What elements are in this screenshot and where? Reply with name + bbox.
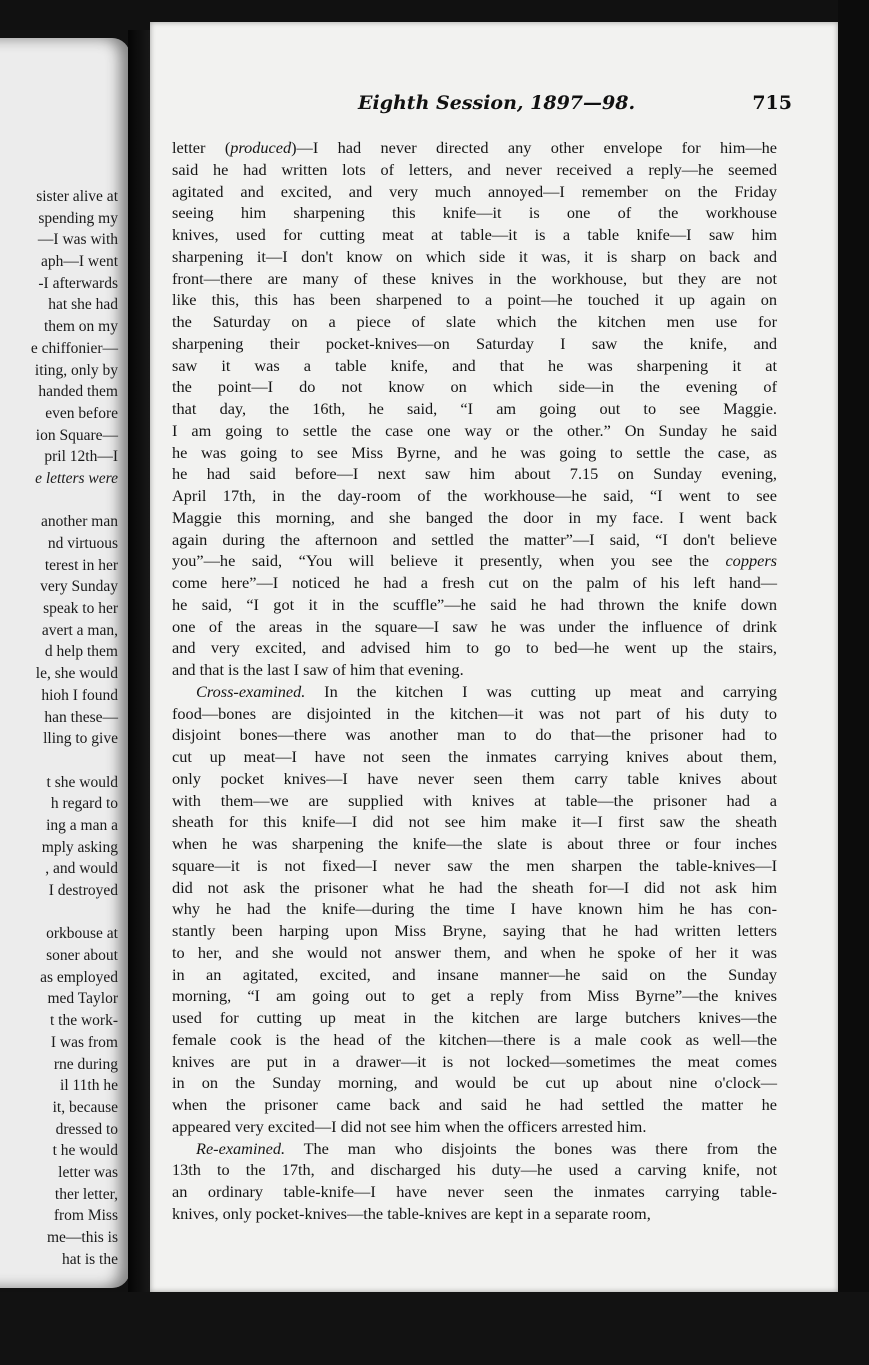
facing-page-line: ing a man a — [46, 816, 118, 834]
text-line: again during the afternoon and settled the matter”—I said, “I don't believe — [172, 529, 777, 549]
text-line: and that is the last I saw of him that evening. — [172, 660, 464, 679]
facing-page-line: hat she had — [48, 296, 118, 314]
facing-page-line: -I afterwards — [38, 274, 118, 292]
text-line: 13th to the 17th, and discharged his duty—he used a carving knife, not — [172, 1160, 777, 1180]
text-line: in an agitated, excited, and insane manner—he said on the Sunday — [172, 964, 777, 984]
text-line: he said, “I got it in the scuffle”—he said he had thrown the knife down — [172, 594, 777, 614]
text-line: to her, and she would not answer them, and when he spoke of her it was — [172, 942, 777, 962]
text-line: cut up meat—I have not seen the inmates carrying knives about them, — [172, 747, 777, 766]
text-line: front—there are many of these knives in the workhouse, but they are not — [172, 268, 777, 288]
text-line: used for cutting up meat in the kitchen are large butchers knives—the — [172, 1008, 777, 1027]
facing-page-line: sister alive at — [36, 188, 118, 205]
text-line: knives, used for cutting meat at table—it is a table knife—I saw him — [172, 225, 777, 244]
facing-page-left — [0, 38, 130, 1288]
text-line: I am going to settle the case one way or the other.” On Sunday he said — [172, 420, 777, 440]
facing-page-line — [0, 490, 118, 512]
text-line: he had said before—I next saw him about 7.15 on Sunday evening, — [172, 464, 777, 484]
text-line: Re-examined. The man who disjoints the bones was there from the — [196, 1138, 777, 1158]
text-line: that day, the 16th, he said, “I am going out to see Maggie. — [172, 399, 777, 418]
text-line: agitated and excited, and very much annoyed—I remember on the Friday — [172, 181, 777, 201]
facing-page-line: handed them — [38, 383, 118, 401]
facing-page-line: as employed — [40, 968, 118, 986]
facing-page-line: ion Square— — [35, 426, 118, 444]
facing-page-line: d help them — [44, 643, 118, 661]
facing-page-line: e chiffonier— — [30, 339, 118, 357]
page-number: 715 — [752, 92, 792, 114]
text-line: seeing him sharpening this knife—it is one of the workhouse — [172, 203, 777, 223]
facing-page-line: letter was — [58, 1163, 118, 1181]
facing-page-line: le, she would — [35, 665, 118, 683]
text-line: come here”—I noticed he had a fresh cut on the palm of his left hand— — [172, 573, 777, 592]
scan-edge-right — [838, 0, 869, 1365]
text-line: and very excited, and advised him to go to bed—he went up the stairs, — [172, 638, 777, 658]
testimony-text — [172, 137, 777, 1225]
text-line: Maggie this morning, and she banged the door in my face. I went back — [172, 507, 777, 527]
facing-page-line: me—this is — [46, 1229, 118, 1246]
text-line: stantly been harping upon Miss Bryne, saying that he had written letters — [172, 921, 777, 940]
text-line: one of the areas in the square—I saw he was under the influence of drink — [172, 616, 777, 636]
facing-page-line: I was from — [50, 1033, 118, 1051]
text-line: saw it was a table knife, and that he was sharpening it at — [172, 355, 777, 375]
facing-page-line — [0, 902, 118, 924]
facing-page-line: hat is the — [62, 1250, 118, 1268]
text-line: like this, this has been sharpened to a point—he touched it up again on — [172, 290, 777, 310]
facing-page-line: h regard to — [50, 795, 118, 813]
facing-page-line: very Sunday — [40, 578, 118, 596]
facing-page-line: I destroyed — [48, 882, 118, 899]
text-line: said he had written lots of letters, and never received a reply—he seemed — [172, 159, 777, 179]
facing-page-line: hioh I found — [41, 686, 118, 704]
text-line: he was going to see Miss Byrne, and he was going to settle the case, as — [172, 442, 777, 462]
text-line: food—bones are disjointed in the kitchen—it was not part of his duty to — [172, 703, 777, 723]
facing-page-line: ther letter, — [54, 1185, 118, 1203]
facing-page-line: mply asking — [41, 838, 118, 856]
facing-page-line: even before — [45, 404, 118, 422]
text-line: appeared very excited—I did not see him when the officers arrested him. — [172, 1116, 647, 1136]
facing-page-line — [0, 750, 118, 772]
text-line: when he was sharpening the knife—the slate is about three or four inches — [172, 834, 777, 853]
facing-page-line: dressed to — [55, 1120, 118, 1138]
text-line: letter (produced)—I had never directed any other envelope for him—he — [172, 138, 778, 157]
text-line: April 17th, in the day-room of the workhouse—he said, “I went to see — [172, 486, 777, 505]
running-header — [150, 92, 838, 116]
text-line: an ordinary table-knife—I have never seen the inmates carrying table- — [172, 1182, 777, 1201]
facing-page-line: terest in her — [44, 556, 118, 574]
facing-page-line: med Taylor — [47, 990, 118, 1008]
text-line: only pocket knives—I have never seen them carry table knives about — [172, 768, 777, 788]
facing-page-line: lling to give — [43, 730, 118, 748]
facing-page-line: rne during — [53, 1055, 118, 1073]
text-line: Cross-examined. In the kitchen I was cutting up meat and carrying — [196, 681, 777, 701]
text-line: sheath for this knife—I did not see him make it—I first saw the sheath — [172, 812, 777, 832]
facing-page-line: pril 12th—I — [44, 448, 118, 466]
text-line: the point—I do not know on which side—in the evening of — [172, 377, 777, 397]
text-line: morning, “I am going out to get a reply from Miss Byrne”—the knives — [172, 986, 777, 1006]
facing-page-line: e letters were — [35, 469, 118, 487]
facing-page-line: another man — [40, 513, 118, 531]
facing-page-line: nd virtuous — [47, 535, 118, 552]
facing-page-text — [0, 186, 118, 1270]
facing-page-line: , and would — [45, 860, 118, 878]
facing-page-line: speak to her — [43, 600, 118, 618]
text-line: you”—he said, “You will believe it presently, when you see the coppers — [172, 551, 777, 571]
text-line: knives are put in a drawer—it is not locked—sometimes the meat comes — [172, 1051, 777, 1071]
facing-page-line: soner about — [46, 947, 118, 965]
facing-page-line: orkbouse at — [46, 925, 118, 943]
facing-page-line: t she would — [46, 773, 118, 791]
facing-page-line: from Miss — [53, 1207, 118, 1225]
facing-page-line: —I was with — [37, 231, 118, 249]
facing-page-line: han these— — [44, 708, 118, 726]
text-line: did not ask the prisoner what he had the sheath for—I did not ask him — [172, 877, 777, 897]
facing-page-line: avert a man, — [41, 621, 118, 639]
text-line: when the prisoner came back and said he had settled the matter he — [172, 1095, 777, 1114]
text-line: knives, only pocket-knives—the table-knives are kept in a separate room, — [172, 1203, 651, 1223]
main-page — [150, 22, 838, 1292]
text-line: disjoint bones—there was another man to do that—the prisoner had to — [172, 725, 777, 745]
text-line: the Saturday on a piece of slate which the kitchen men use for — [172, 312, 777, 331]
text-line: female cook is the head of the kitchen—there is a male cook as well—the — [172, 1029, 777, 1049]
text-line: sharpening their pocket-knives—on Saturday I saw the knife, and — [172, 333, 777, 353]
facing-page-line: it, because — [52, 1098, 118, 1116]
facing-page-line: spending my — [38, 209, 118, 227]
facing-page-line: t the work- — [49, 1012, 118, 1030]
facing-page-line: il 11th he — [60, 1077, 118, 1095]
text-line: with them—we are supplied with knives at table—the prisoner had a — [172, 790, 777, 810]
text-line: square—it is not fixed—I never saw the men sharpen the table-knives—I — [172, 855, 777, 875]
facing-page-line: them on my — [43, 318, 118, 336]
facing-page-line: aph—I went — [40, 253, 118, 271]
text-line: in on the Sunday morning, and would be cut up about nine o'clock— — [172, 1073, 777, 1093]
scan-edge-bottom — [0, 1292, 869, 1365]
text-line: why he had the knife—during the time I have known him he has con- — [172, 899, 777, 919]
facing-page-line: iting, only by — [34, 361, 118, 379]
session-title: Eighth Session, 1897—98. — [358, 92, 636, 114]
text-line: sharpening it—I don't know on which side it was, it is sharp on back and — [172, 246, 777, 266]
facing-page-line: t he would — [52, 1142, 118, 1160]
